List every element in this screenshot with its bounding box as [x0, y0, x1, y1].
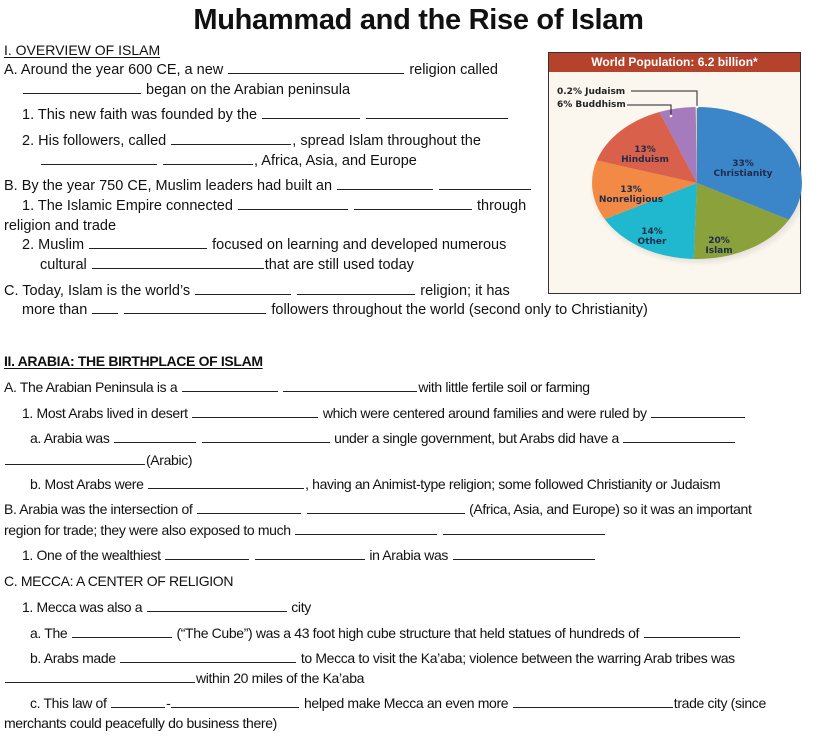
item-2aa-line2: (Arabic): [4, 450, 192, 470]
blank[interactable]: [72, 625, 172, 638]
item-2b-line2: region for trade; they were also exposed to much: [4, 520, 606, 540]
label-nonreligious: 13% Nonreligious: [598, 185, 664, 205]
item-2aa-line1: a. Arabia was under a single government, but Arabs did have a: [30, 428, 736, 448]
blank[interactable]: [23, 81, 141, 94]
blank[interactable]: [283, 379, 417, 392]
item-1c-line2: more than followers throughout the world (second only to Christianity): [22, 302, 648, 318]
blank[interactable]: [651, 405, 745, 418]
blank[interactable]: [120, 650, 296, 663]
item-1b2-line1: 2. Muslim focused on learning and developed numerous: [22, 237, 507, 253]
item-2b1: 1. One of the wealthiest in Arabia was: [22, 545, 596, 565]
item-1b2-line2: cultural that are still used today: [40, 257, 414, 273]
blank[interactable]: [192, 405, 318, 418]
blank[interactable]: [337, 177, 433, 190]
item-2cb-line2: within 20 miles of the Ka’aba: [4, 668, 364, 688]
blank[interactable]: [92, 256, 264, 269]
item-1c-line1: C. Today, Islam is the world’s religion; it has: [4, 283, 510, 299]
blank[interactable]: [5, 670, 195, 683]
blank[interactable]: [165, 547, 249, 560]
label-christianity: 33% Christianity: [713, 159, 773, 179]
blank[interactable]: [163, 152, 253, 165]
item-2a: A. The Arabian Peninsula is a with little fertile soil or farming: [4, 379, 590, 395]
item-1b1-line1: 1. The Islamic Empire connected through: [22, 198, 527, 214]
item-1a2-line2: , Africa, Asia, and Europe: [40, 151, 417, 171]
blank[interactable]: [354, 197, 472, 210]
world-religions-pie-chart: [548, 52, 801, 294]
blank[interactable]: [453, 547, 595, 560]
label-other: 14% Other: [637, 227, 667, 247]
blank[interactable]: [439, 177, 531, 190]
blank[interactable]: [255, 547, 365, 560]
item-2c: C. MECCA: A CENTER OF RELIGION: [4, 573, 234, 589]
blank[interactable]: [228, 61, 404, 74]
label-islam: 20% Islam: [705, 236, 733, 256]
item-2cb-line1: b. Arabs made to Mecca to visit the Ka’aba; violence between the warring Arab tribes was: [30, 650, 735, 666]
item-2b-line1: B. Arabia was the intersection of (Africa, Asia, and Europe) so it was an important: [4, 501, 752, 517]
chart-title: World Population: 6.2 billion*: [549, 53, 800, 72]
blank[interactable]: [41, 152, 157, 165]
blank[interactable]: [124, 301, 266, 314]
blank[interactable]: [182, 379, 278, 392]
blank[interactable]: [644, 625, 740, 638]
blank[interactable]: [623, 430, 735, 443]
item-2a1: 1. Most Arabs lived in desert which were centered around families and were ruled by: [22, 403, 746, 423]
callout-judaism: 0.2% Judaism: [557, 87, 626, 97]
blank[interactable]: [202, 430, 330, 443]
blank[interactable]: [262, 106, 360, 119]
section-1-heading: I. OVERVIEW OF ISLAM: [4, 42, 161, 58]
item-1a2-line1: 2. His followers, called , spread Islam throughout the: [22, 133, 481, 149]
blank[interactable]: [148, 476, 304, 489]
blank[interactable]: [92, 301, 118, 314]
blank[interactable]: [147, 599, 287, 612]
label-hinduism: 13% Hinduism: [621, 145, 669, 165]
item-2ca: a. The (“The Cube”) was a 43 foot high cube structure that held statues of hundreds of: [30, 623, 741, 643]
item-1a-line1: A. Around the year 600 CE, a new religion called: [4, 62, 498, 78]
callout-buddhism: 6% Buddhism: [557, 100, 626, 110]
item-2cc-line2: merchants could peacefully do business there): [4, 715, 277, 731]
blank[interactable]: [171, 695, 299, 708]
blank[interactable]: [171, 132, 291, 145]
item-2c1: 1. Mecca was also a city: [22, 599, 311, 615]
item-2cc-line1: c. This law of - helped make Mecca an even more trade city (since: [30, 695, 766, 711]
page-title: Muhammad and the Rise of Islam: [193, 4, 644, 36]
blank[interactable]: [297, 282, 415, 295]
blank[interactable]: [195, 282, 291, 295]
blank[interactable]: [443, 522, 605, 535]
item-1b1-line2: religion and trade: [4, 218, 117, 234]
item-2ab: b. Most Arabs were , having an Animist-type religion; some followed Christianity or Judaism: [30, 476, 721, 492]
blank[interactable]: [366, 106, 508, 119]
blank[interactable]: [114, 430, 196, 443]
blank[interactable]: [513, 695, 673, 708]
item-1a-line2: began on the Arabian peninsula: [22, 80, 350, 100]
blank[interactable]: [5, 452, 145, 465]
blank[interactable]: [89, 236, 207, 249]
blank[interactable]: [307, 501, 465, 514]
item-1b: B. By the year 750 CE, Muslim leaders had built an: [4, 176, 532, 196]
blank[interactable]: [111, 695, 165, 708]
blank[interactable]: [238, 197, 348, 210]
section-2-heading: II. ARABIA: THE BIRTHPLACE OF ISLAM: [4, 353, 263, 369]
blank[interactable]: [295, 522, 437, 535]
item-1a1: 1. This new faith was founded by the: [22, 105, 509, 125]
blank[interactable]: [197, 501, 301, 514]
